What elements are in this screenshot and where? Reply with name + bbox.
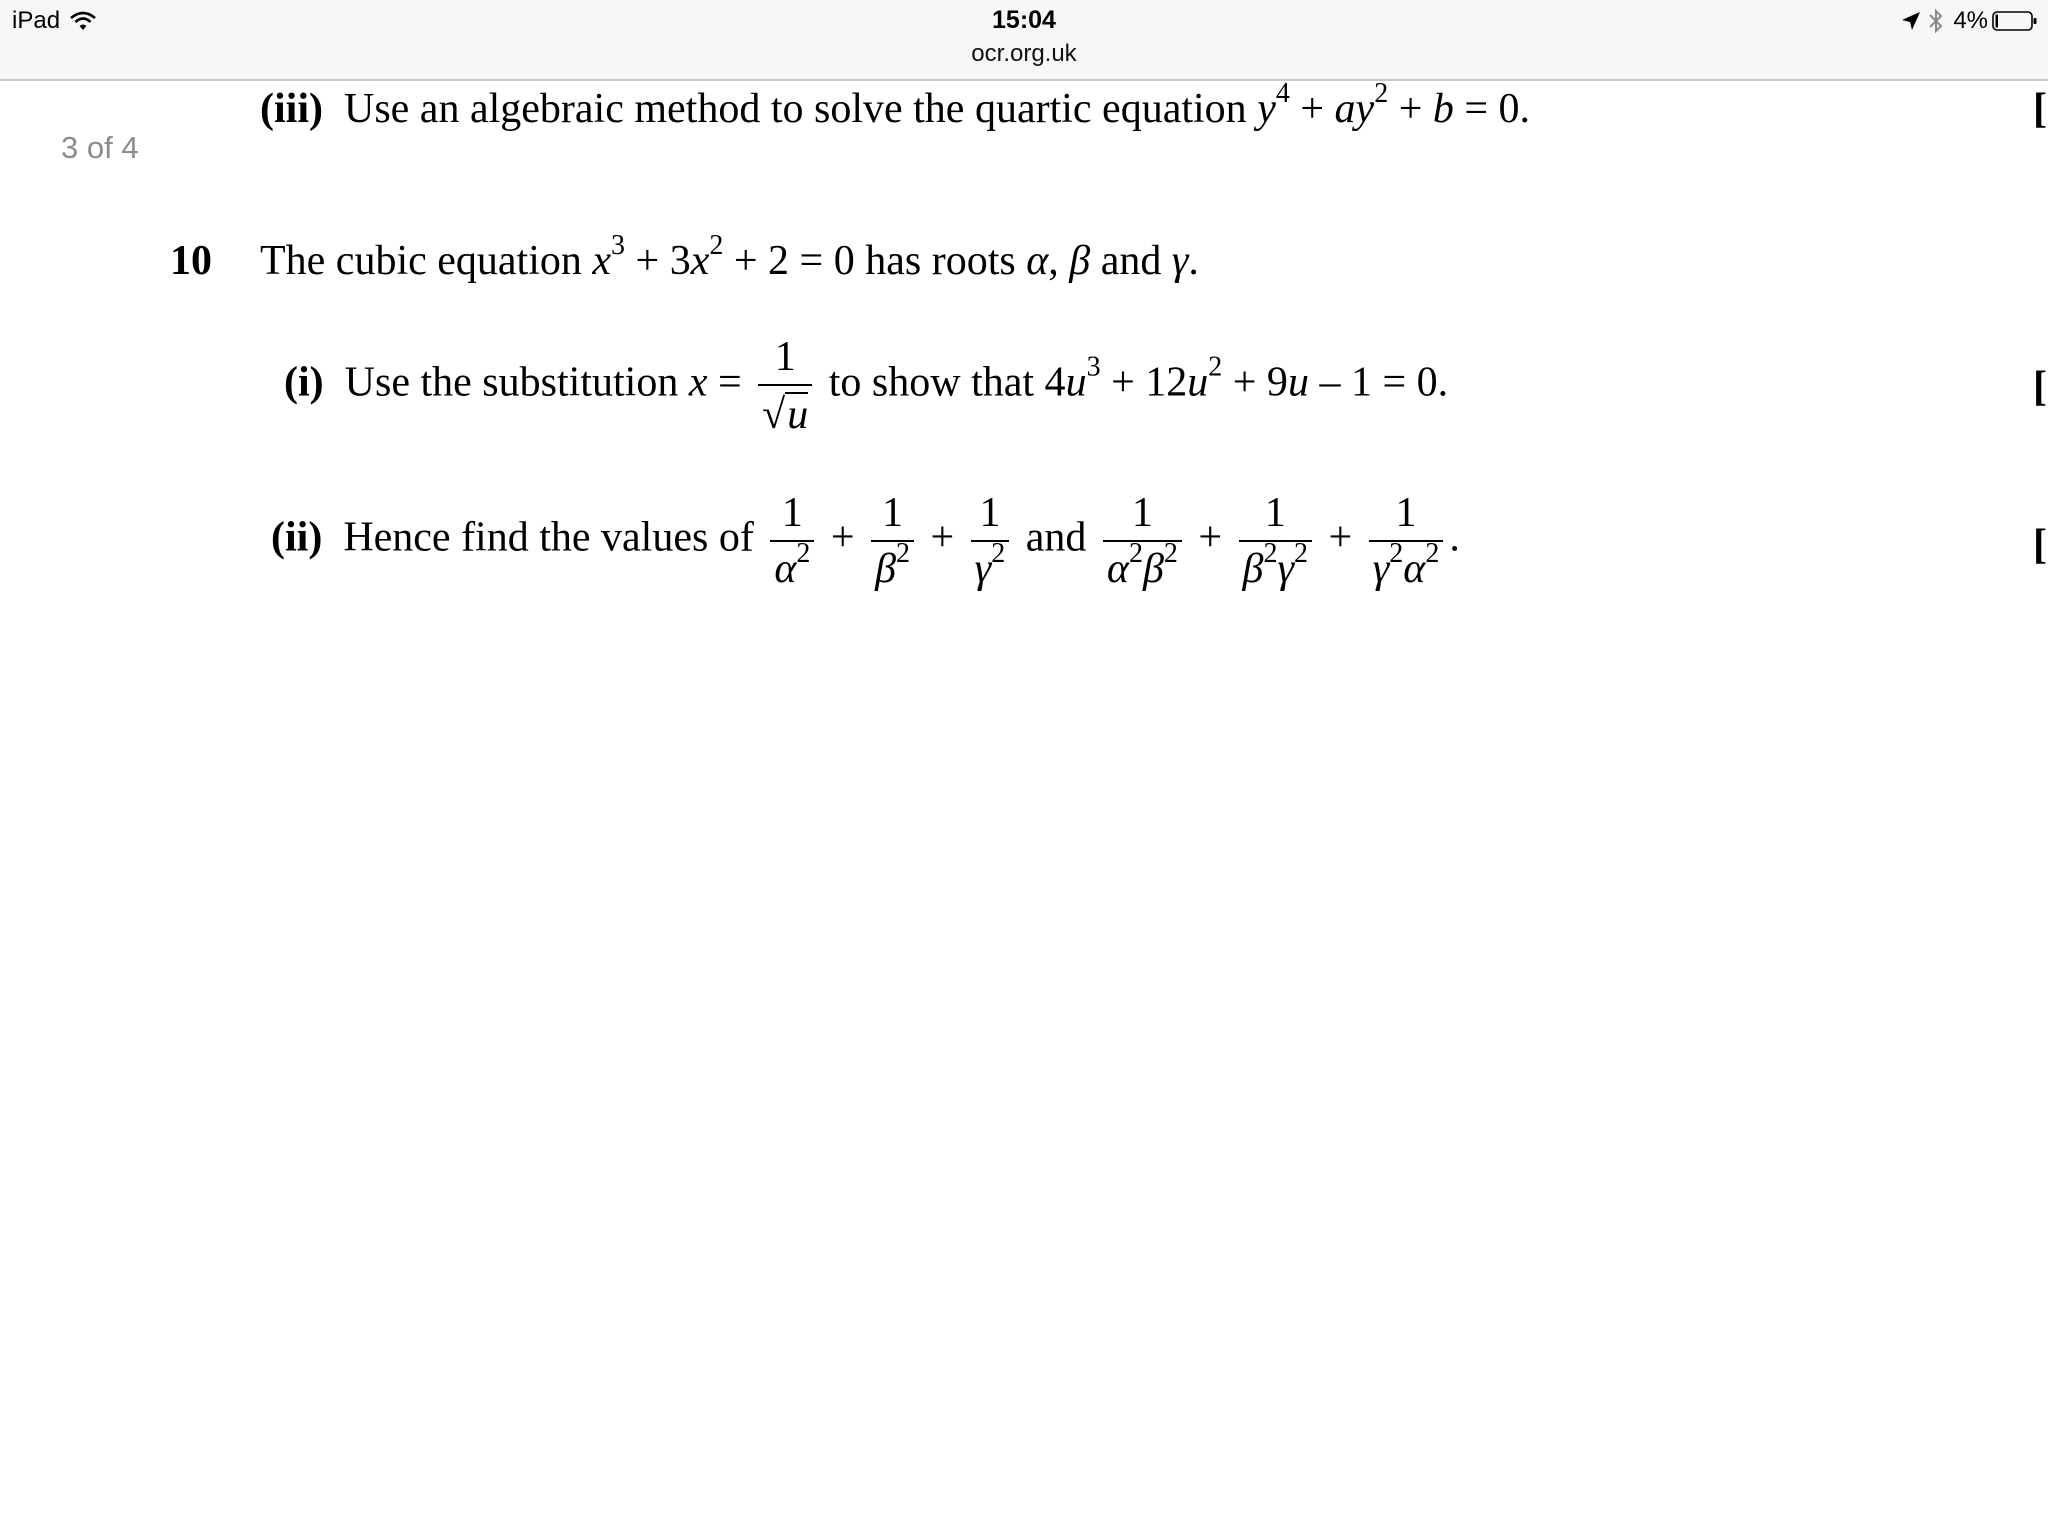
fraction-one-over-alpha-squared: $\frac{1}{\alpha^2}$ bbox=[770, 492, 814, 590]
marks-bracket: [ bbox=[2033, 86, 2047, 132]
status-clock: 15:04 bbox=[992, 6, 1056, 34]
address-bar-url[interactable]: ocr.org.uk bbox=[971, 40, 1077, 67]
fraction-one-over-gamma-squared: $\frac{1}{\gamma^2}$ bbox=[971, 492, 1010, 590]
question-10-part-i: (i) Use the substitution x = $\frac{1}{√u}$ to show that $4u^3 + 12u^2 + 9u - 1 = 0$. bbox=[284, 334, 1449, 438]
fraction-one-over-alpha-beta-squared: $\frac{1}{\alpha^2\beta^2}$ bbox=[1103, 492, 1182, 590]
battery-icon bbox=[1992, 10, 2038, 32]
browser-status-bar bbox=[0, 0, 2048, 81]
fraction-one-over-beta-gamma-squared: $\frac{1}{\beta^2\gamma^2}$ bbox=[1239, 492, 1312, 590]
quartic-equation: $y^4 + ay^2 + b = 0$. bbox=[1257, 78, 1531, 132]
question-9-part-iii bbox=[260, 78, 1531, 132]
bluetooth-icon bbox=[1927, 8, 1945, 34]
marks-bracket: [ bbox=[2033, 522, 2047, 568]
location-arrow-icon bbox=[1901, 10, 1921, 32]
device-name: iPad bbox=[12, 7, 61, 34]
marks-bracket: [ bbox=[2033, 364, 2047, 410]
page-indicator: 3 of 4 bbox=[61, 130, 139, 165]
question-10-stem: The cubic equation $x^3 + 3x^2 + 2 = 0$ has roots α, β and γ. bbox=[260, 230, 1199, 284]
substitution-fraction: $\frac{1}{√u}$ bbox=[758, 336, 812, 436]
part-text: Use an algebraic method to solve the quartic equation bbox=[343, 86, 1247, 132]
part-label: (i) bbox=[284, 359, 324, 406]
fraction-one-over-gamma-alpha-squared: $\frac{1}{\gamma^2\alpha^2}$ bbox=[1369, 492, 1444, 590]
part-label: (ii) bbox=[271, 514, 323, 561]
fraction-one-over-beta-squared: $\frac{1}{\beta^2}$ bbox=[871, 492, 914, 590]
battery-percentage: 4% bbox=[1953, 7, 1988, 34]
status-icons bbox=[1901, 7, 2038, 35]
part-label: (iii) bbox=[260, 86, 323, 132]
question-number: 10 bbox=[170, 238, 212, 284]
question-10-part-ii: (ii) Hence find the values of $\frac{1}{\alpha^2}$ + $\frac{1}{\beta^2}$ + $\frac{1}{\gamma^2}$ and $\frac{1}{\alpha^2\beta^2}$ + $\frac{1}{\beta^2\gamma^2}$ + $\frac{1}{\gamma^2\alpha^2}$ . bbox=[271, 490, 1460, 592]
